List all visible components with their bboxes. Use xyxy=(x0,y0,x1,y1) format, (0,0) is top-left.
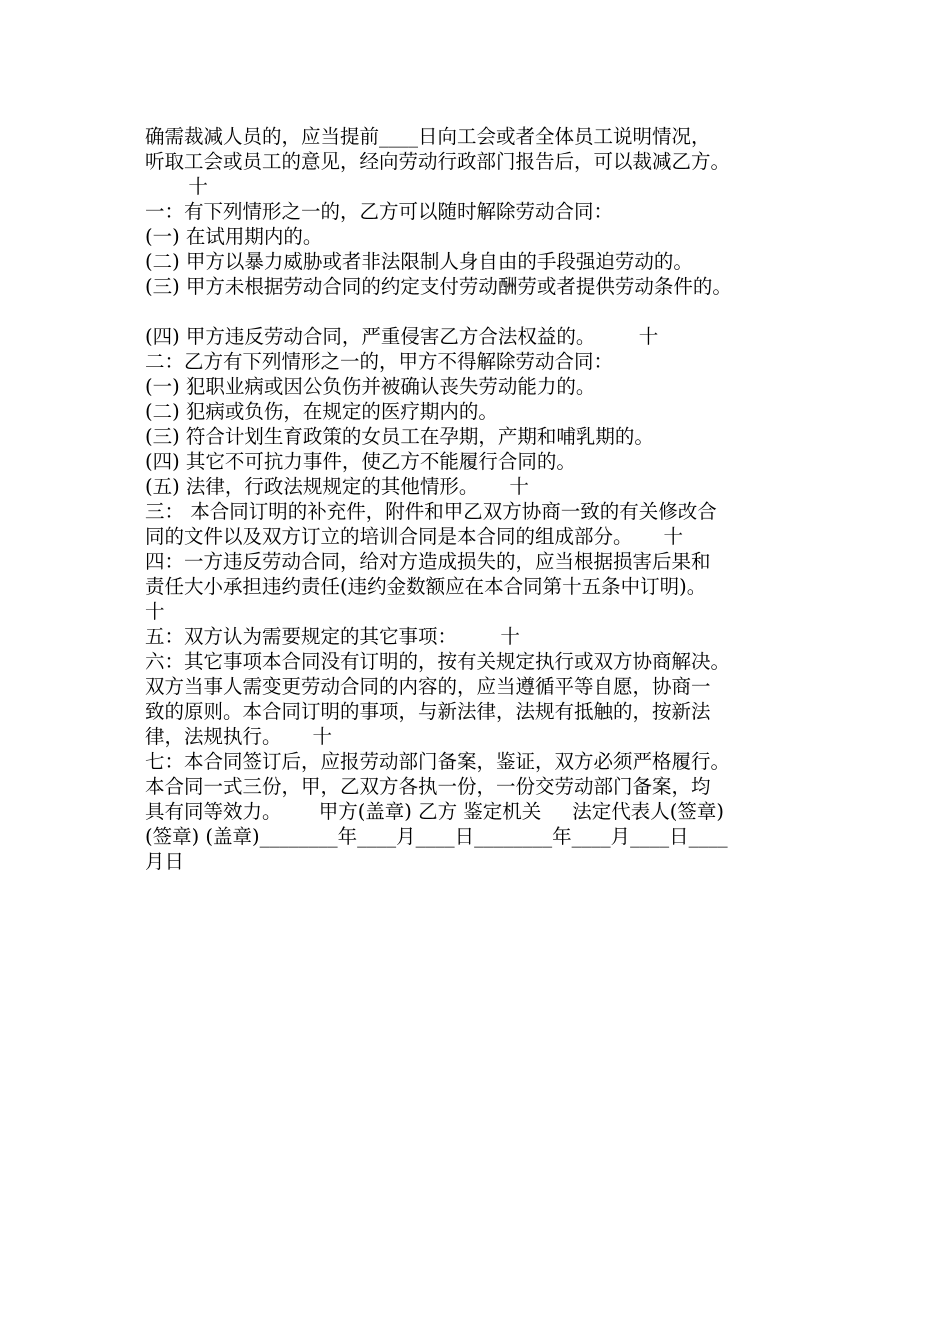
text-line: 双方当事人需变更劳动合同的内容的，应当遵循平等自愿，协商一 xyxy=(145,675,711,698)
text-line: (一) 在试用期内的。 xyxy=(145,225,323,248)
text-line: 听取工会或员工的意见，经向劳动行政部门报告后，可以裁减乙方。 xyxy=(145,150,731,173)
text-line: 本合同一式三份，甲，乙双方各执一份，一份交劳动部门备案，均 xyxy=(145,775,711,798)
text-line: 七：本合同签订后，应报劳动部门备案，鉴证，双方必须严格履行。 xyxy=(145,750,731,773)
text-line: (二) 犯病或负伤，在规定的医疗期内的。 xyxy=(145,400,498,423)
text-line: (三) 甲方未根据劳动合同的约定支付劳动酬劳或者提供劳动条件的。 xyxy=(145,275,732,298)
text-line: 致的原则。本合同订明的事项，与新法律，法规有抵触的，按新法 xyxy=(145,700,711,723)
blank-line xyxy=(145,299,825,324)
text-line: (五) 法律，行政法规规定的其他情形。 十 xyxy=(145,475,529,498)
document-body xyxy=(145,124,825,874)
text-line: 五：双方认为需要规定的其它事项： 十 xyxy=(145,625,520,648)
text-line: (签章) (盖章)________年____月____日________年____月____日____ xyxy=(145,825,728,848)
text-line: 确需裁减人员的，应当提前____日向工会或者全体员工说明情况， xyxy=(145,125,711,148)
text-line: (一) 犯职业病或因公负伤并被确认丧失劳动能力的。 xyxy=(145,375,596,398)
text-line: (三) 符合计划生育政策的女员工在孕期，产期和哺乳期的。 xyxy=(145,425,654,448)
text-line: 具有同等效力。 甲方(盖章) 乙方 鉴定机关 法定代表人(签章) xyxy=(145,800,725,823)
text-line: 十 xyxy=(145,600,165,623)
text-line: 四：一方违反劳动合同，给对方造成损失的，应当根据损害后果和 xyxy=(145,550,711,573)
text-line: (二) 甲方以暴力威胁或者非法限制人身自由的手段强迫劳动的。 xyxy=(145,250,693,273)
text-line: 同的文件以及双方订立的培训合同是本合同的组成部分。 十 xyxy=(145,525,683,548)
text-line: 三： 本合同订明的补充件，附件和甲乙双方协商一致的有关修改合 xyxy=(145,500,717,523)
text-line: 六：其它事项本合同没有订明的，按有关规定执行或双方协商解决。 xyxy=(145,650,731,673)
text-line: 十 xyxy=(145,175,208,198)
text-line: (四) 甲方违反劳动合同，严重侵害乙方合法权益的。 十 xyxy=(145,325,659,348)
text-line: 二：乙方有下列情形之一的，甲方不得解除劳动合同： xyxy=(145,350,614,373)
text-line: 责任大小承担违约责任(违约金数额应在本合同第十五条中订明)。 xyxy=(145,575,707,598)
text-line: 月日 xyxy=(145,850,185,873)
text-line: 一：有下列情形之一的，乙方可以随时解除劳动合同： xyxy=(145,200,614,223)
text-line: 律，法规执行。 十 xyxy=(145,725,332,748)
text-line: (四) 其它不可抗力事件，使乙方不能履行合同的。 xyxy=(145,450,576,473)
